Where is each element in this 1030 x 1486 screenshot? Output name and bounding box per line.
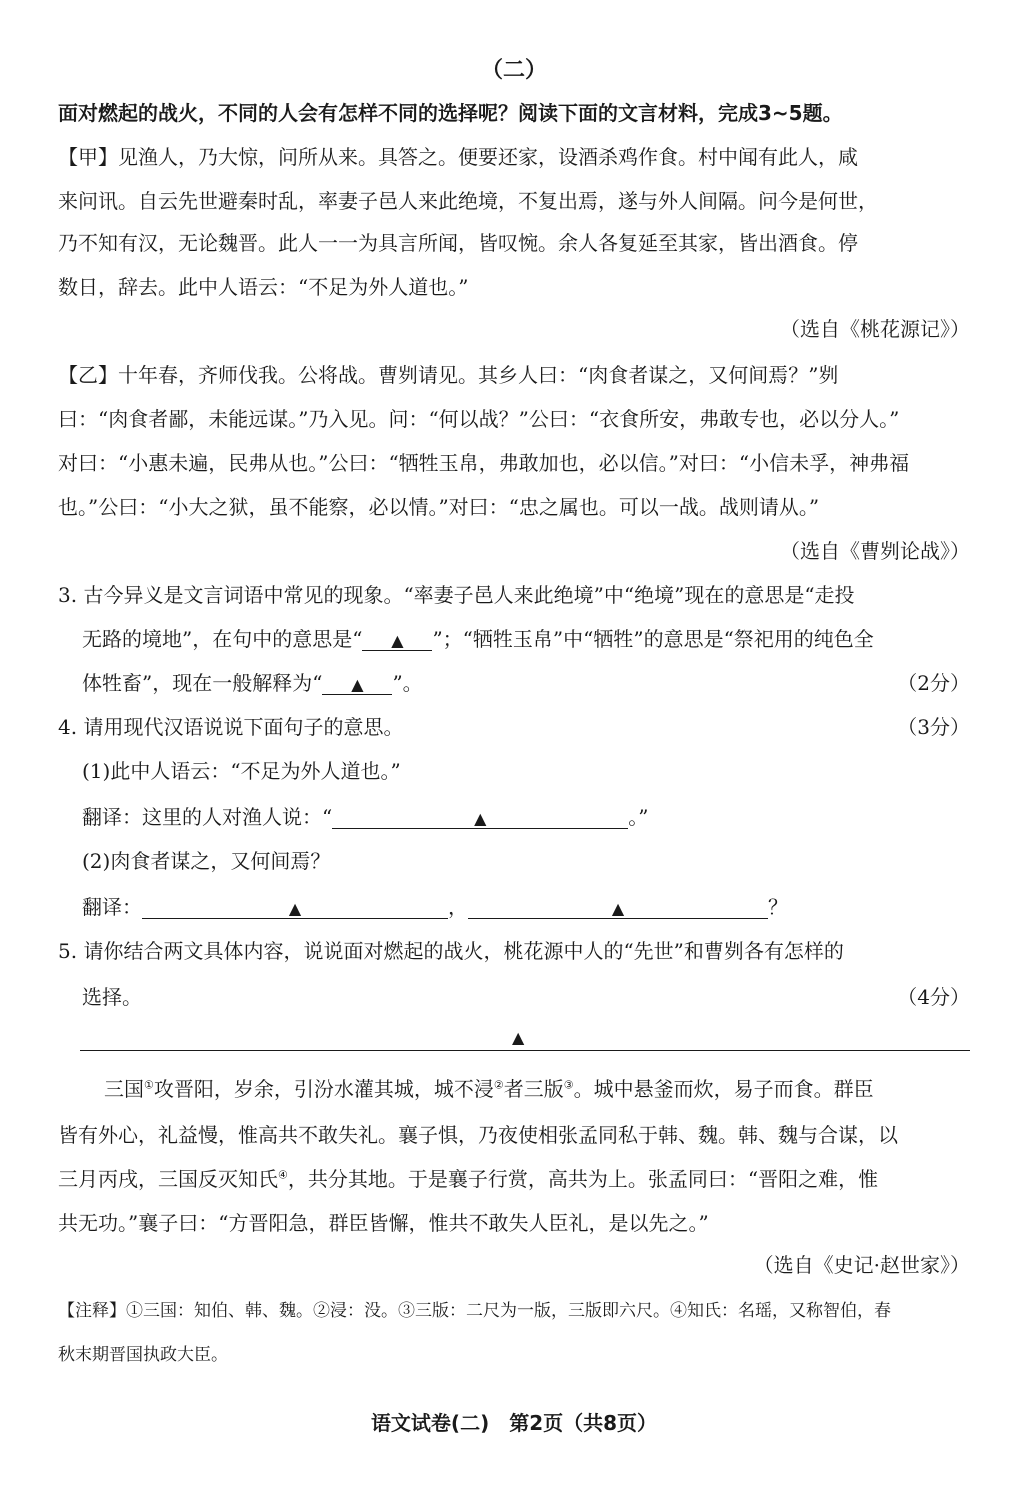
bing-source: （选自《史记·赵世家》） [753,1253,970,1277]
q5-line-2: 选择。 （4分） [82,985,970,1009]
q3-line-3: 体牲畜”，现在一般解释为“ ▲ ”。 （2分） [82,671,970,695]
q3-score: （2分） [897,671,970,695]
yi-line-1: 【乙】十年春，齐师伐我。公将战。曹刿请见。其乡人曰：“肉食者谋之，又何间焉？”刿 [58,363,839,387]
yi-line-4: 也。”公曰：“小大之狱，虽不能察，必以情。”对曰：“忠之属也。可以一战。战则请从。” [58,495,820,519]
bing-line-4: 共无功。”襄子曰：“方晋阳急，群臣皆懈，惟共不敢失人臣礼，是以先之。” [58,1211,709,1235]
q3-line-2: 无路的境地”，在句中的意思是“ ▲ ”；“牺牲玉帛”中“牺牲”的意思是“祭祀用的纯色全 [82,627,874,651]
footnote-marker: ① [144,1078,154,1092]
footnote-marker: ③ [563,1078,574,1092]
yi-source: （选自《曹刿论战》） [780,539,970,563]
q4-translation-1: 翻译：这里的人对渔人说：“ ▲ 。” [82,805,649,829]
bing-line-1: 三国①攻晋阳，岁余，引汾水灌其城，城不浸②者三版③。城中悬釜而炊，易子而食。群臣 [104,1077,874,1101]
notes-line-2: 秋末期晋国执政大臣。 [58,1345,228,1365]
triangle-icon: ▲ [288,899,302,918]
jia-line-4: 数日，辞去。此中人语云：“不足为外人道也。” [58,275,469,299]
jia-line-3: 乃不知有汉，无论魏晋。此人一一为具言所闻，皆叹惋。余人各复延至其家，皆出酒食。停 [58,231,858,255]
triangle-icon: ▲ [391,631,404,650]
jia-line-1: 【甲】见渔人，乃大惊，问所从来。具答之。便要还家，设酒杀鸡作食。村中闻有此人，咸 [58,145,858,169]
intro-text: 面对燃起的战火，不同的人会有怎样不同的选择呢？阅读下面的文言材料，完成3~5题。 [58,101,843,125]
triangle-icon: ▲ [512,1028,525,1047]
footnote-marker: ④ [278,1168,288,1182]
page-footer: 语文试卷(二) 第2页（共8页） [370,1411,658,1435]
q4-translation-2: 翻译： ▲ ， ▲ ？ [82,895,788,919]
q4-line: 4. 请用现代汉语说说下面句子的意思。 （3分） [58,715,970,739]
q4-sub-2: (2)肉食者谋之，又何间焉？ [82,849,331,873]
triangle-icon: ▲ [474,809,487,828]
section-title: （二） [480,58,547,83]
q3-line-1: 3. 古今异义是文言词语中常见的现象。“率妻子邑人来此绝境”中“绝境”现在的意思是“走投 [58,583,855,607]
jia-source: （选自《桃花源记》） [780,317,970,341]
q4-answer-blank-2[interactable] [142,896,448,919]
yi-line-3: 对曰：“小惠未遍，民弗从也。”公曰：“牺牲玉帛，弗敢加也，必以信。”对曰：“小信未孚，神弗福 [58,451,910,475]
triangle-icon: ▲ [611,899,625,918]
triangle-icon: ▲ [351,675,364,694]
jia-line-2: 来问讯。自云先世避秦时乱，率妻子邑人来此绝境，不复出焉，遂与外人间隔。问今是何世， [58,189,878,213]
yi-line-2: 曰：“肉食者鄙，未能远谋。”乃入见。问：“何以战？”公曰：“衣食所安，弗敢专也，必以分人。” [58,407,900,431]
q4-score: （3分） [897,715,970,739]
q4-sub-1: (1)此中人语云：“不足为外人道也。” [82,759,401,783]
q4-answer-blank-1[interactable] [332,806,628,829]
q4-answer-blank-3[interactable] [468,896,768,919]
bing-line-2: 皆有外心，礼益慢，惟高共不敢失礼。襄子惧，乃夜使相张孟同私于韩、魏。韩、魏与合谋，以 [58,1123,898,1147]
notes-line-1: 【注释】①三国：知伯、韩、魏。②浸：没。③三版：二尺为一版，三版即六尺。④知氏：名瑶，又称智伯，春 [58,1301,891,1321]
q5-line-1: 5. 请你结合两文具体内容，说说面对燃起的战火，桃花源中人的“先世”和曹刿各有怎样的 [58,939,844,963]
footnote-marker: ② [493,1078,504,1092]
q5-answer-line[interactable] [80,1050,970,1051]
q3-answer-blank-2[interactable] [322,672,392,695]
bing-line-3: 三月丙戌，三国反灭知氏④，共分其地。于是襄子行赏，高共为上。张孟同曰：“晋阳之难，惟 [58,1167,879,1191]
q5-score: （4分） [897,985,970,1009]
q3-answer-blank-1[interactable] [362,628,432,651]
